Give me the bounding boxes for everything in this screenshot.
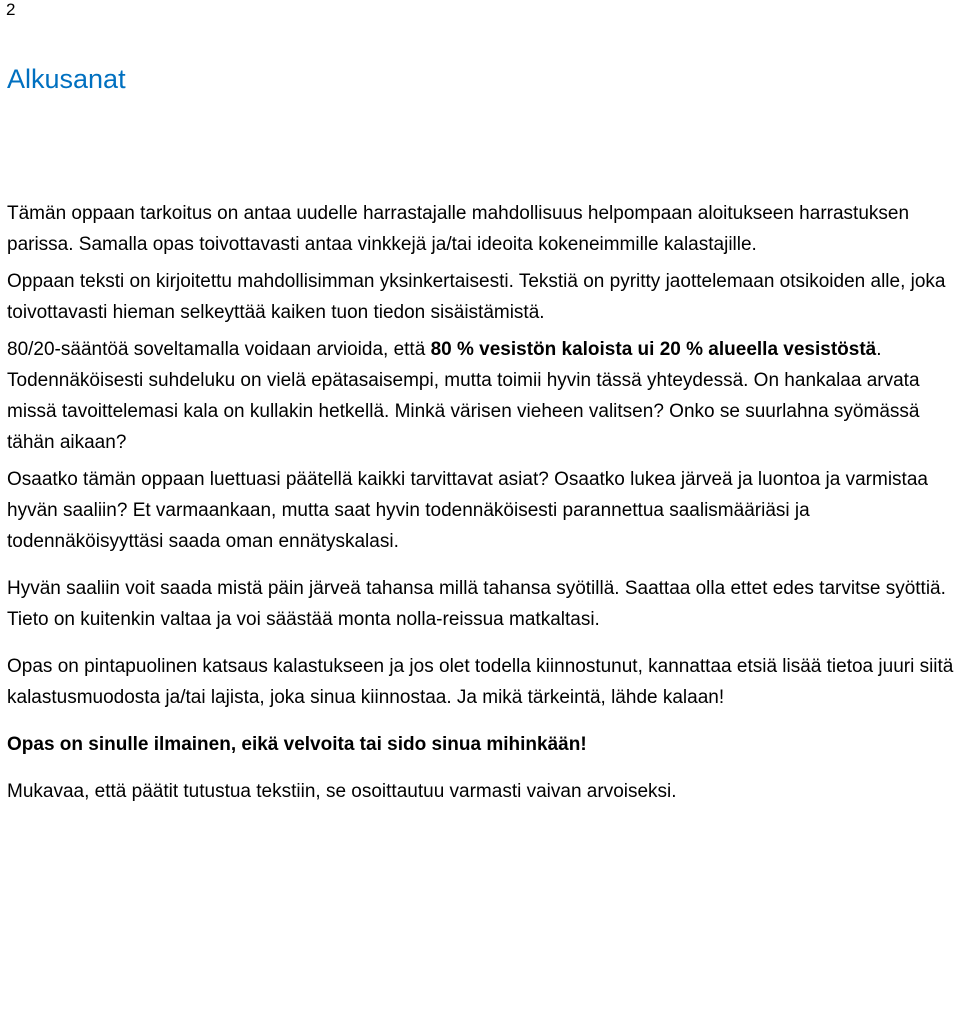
paragraph-free-guide: Opas on sinulle ilmainen, eikä velvoita tai sido sinua mihinkään!: [7, 734, 587, 755]
rule-text-bold: 80 % vesistön kaloista ui 20 % alueella vesistöstä: [430, 339, 877, 360]
body-text: [7, 198, 957, 807]
paragraph-intro: Tämän oppaan tarkoitus on antaa uudelle harrastajalle mahdollisuus helpompaan aloitukseen harrastuksen parissa. Samalla opas toivottavasti antaa vinkkejä ja/tai ideoita kokeneimmille kalastajille.: [7, 203, 910, 255]
paragraph-overview: Opas on pintapuolinen katsaus kalastukseen ja jos olet todella kiinnostunut, kannattaa etsiä lisää tietoa juuri siitä kalastusmuodosta ja/tai lajista, joka sinua kiinnostaa. Ja mikä tärkeintä, lähde kalaan!: [7, 656, 954, 708]
paragraph-80-20-rule: [7, 334, 957, 458]
paragraph-style: Oppaan teksti on kirjoitettu mahdollisimman yksinkertaisesti. Tekstiä on pyritty jaottelemaan otsikoiden alle, joka toivottavasti hieman selkeyttää kaiken tuon tiedon sisäistämistä.: [7, 271, 946, 323]
rule-text-end: . Todennäköisesti suhdeluku on vielä epätasaisempi, mutta toimii hyvin tässä yhteydessä. On hankalaa arvata missä tavoittelemasi kala on kullakin hetkellä. Minkä värisen vieheen valitsen? Onko se suurlahna syömässä tähän aikaan?: [7, 339, 920, 453]
paragraph-questions: Osaatko tämän oppaan luettuasi päätellä kaikki tarvittavat asiat? Osaatko lukea järveä ja luontoa ja varmistaa hyvän saaliin? Et varmaankaan, mutta saat hyvin todennäköisesti parannettua saalismääriäsi ja todennäköisyyttäsi saada oman ennätyskalasi.: [7, 469, 928, 552]
page-number: 2: [6, 0, 16, 19]
paragraph-catch: Hyvän saaliin voit saada mistä päin järveä tahansa millä tahansa syötillä. Saattaa olla ettet edes tarvitse syöttiä. Tieto on kuitenkin valtaa ja voi säästää monta nolla-reissua matkaltasi.: [7, 578, 946, 630]
page-title: Alkusanat: [7, 64, 126, 94]
paragraph-closing: Mukavaa, että päätit tutustua tekstiin, se osoittautuu varmasti vaivan arvoiseksi.: [7, 781, 677, 802]
rule-text-start: 80/20-sääntöä soveltamalla voidaan arvioida, että: [7, 339, 431, 360]
